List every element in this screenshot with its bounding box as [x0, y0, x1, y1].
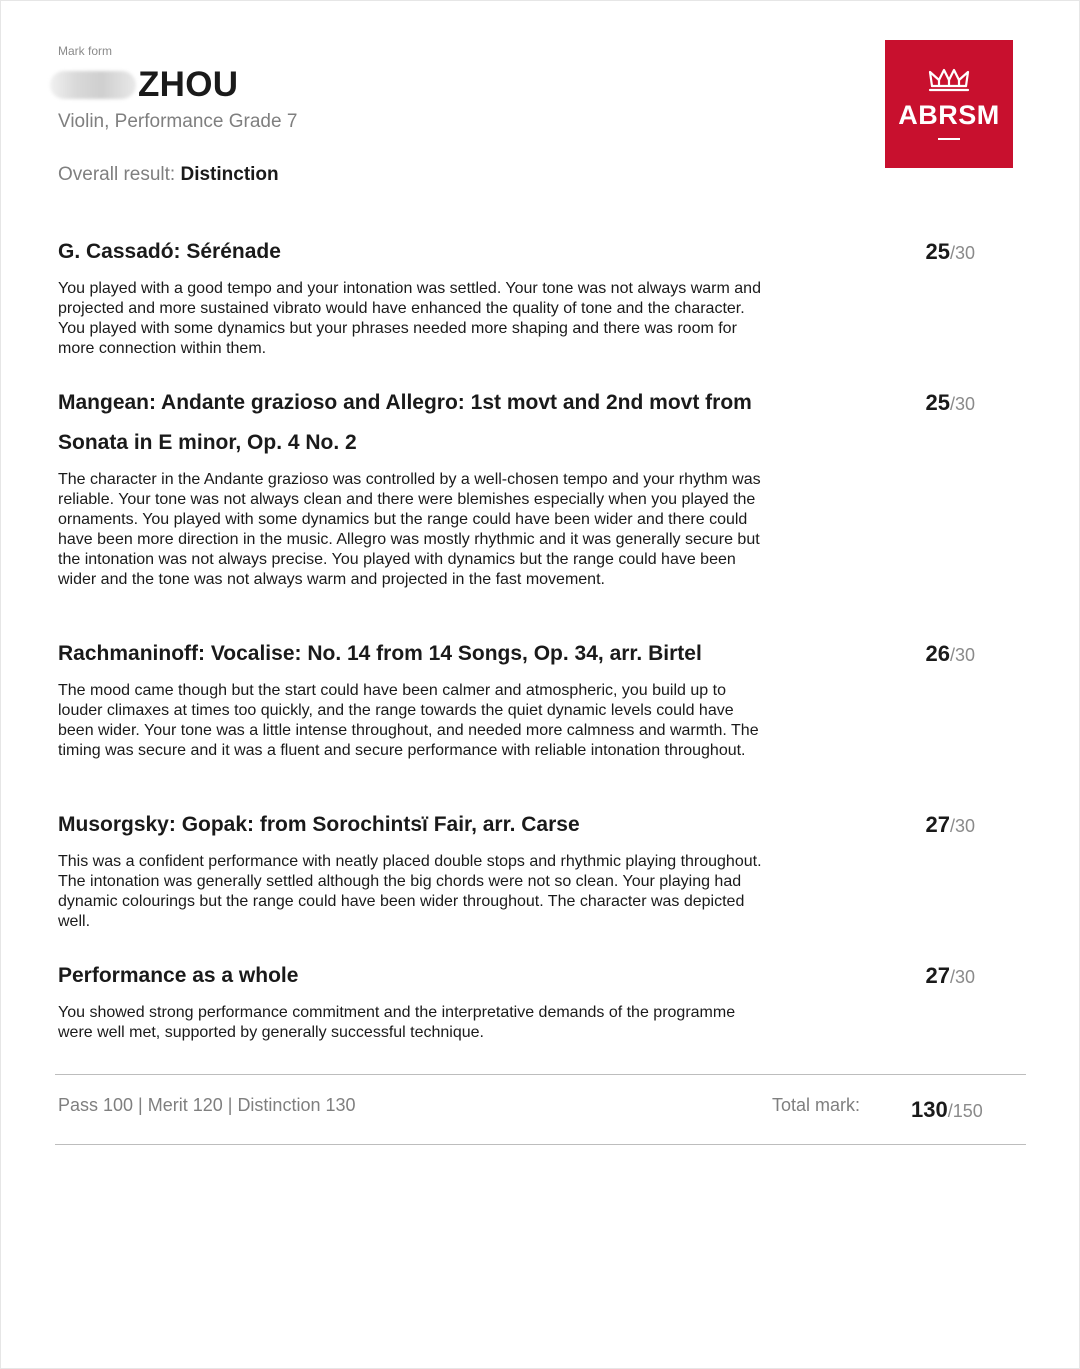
overall-result: [58, 164, 279, 186]
crown-icon: [926, 66, 972, 94]
piece-section-3: [58, 634, 978, 761]
piece-comment: The character in the Andante grazioso was controlled by a well-chosen tempo and your rhythm was reliable. Your tone was not always clean and there were blemishes especially when you played the ornaments. You played with some dynamics but the range could have been wider and there could have been more direction in the music. Allegro was mostly rhythmic and it was generally secure but the intonation was not always precise. You played with dynamics but the range could have been wider and the tone was not always warm and projected in the fast movement.: [58, 471, 761, 588]
score-max: /30: [949, 645, 975, 665]
abrsm-logo: [885, 40, 1013, 168]
piece-comment: You played with a good tempo and your intonation was settled. Your tone was not always warm and projected and more sustained vibrato would have enhanced the quality of tone and the character. You played with some dynamics but your phrases needed more shaping and there was room for more connection within them.: [58, 280, 761, 357]
candidate-name: ZHOU: [138, 65, 239, 104]
section-score: [925, 958, 975, 995]
grade-thresholds: Pass 100 | Merit 120 | Distinction 130: [58, 1095, 356, 1115]
exam-subtitle: Violin, Performance Grade 7: [58, 111, 298, 132]
piece-score: [925, 636, 975, 673]
score-max: /30: [949, 394, 975, 414]
score-value: 25: [925, 239, 950, 264]
score-max: /30: [949, 816, 975, 836]
piece-score: [925, 807, 975, 844]
total-mark-max: /150: [947, 1101, 983, 1121]
divider-bottom: [55, 1144, 1026, 1145]
piece-title: Rachmaninoff: Vocalise: No. 14 from 14 Songs, Op. 34, arr. Birtel: [58, 642, 702, 665]
divider-top: [55, 1074, 1026, 1075]
section-comment: You showed strong performance commitment and the interpretative demands of the programme were well met, supported by generally successful technique.: [58, 1004, 736, 1041]
form-label: Mark form: [58, 44, 112, 58]
total-mark-value: 130: [911, 1097, 948, 1122]
piece-comment: This was a confident performance with neatly placed double stops and rhythmic playing throughout. The intonation was generally settled although the big chords were not so clean. Your playing had dynamic colourings but the range could have been wider throughout. The character was depicted well.: [58, 853, 762, 930]
piece-title: G. Cassadó: Sérénade: [58, 240, 281, 263]
logo-text: ABRSM: [898, 100, 1000, 130]
piece-section-2: [58, 383, 978, 590]
score-value: 27: [925, 963, 950, 988]
score-max: /30: [949, 967, 975, 987]
overall-result-value: Distinction: [180, 164, 279, 185]
piece-title: Mangean: Andante grazioso and Allegro: 1st movt and 2nd movt from Sonata in E minor, Op. 4 No. 2: [58, 391, 752, 454]
score-max: /30: [949, 243, 975, 263]
piece-section-1: [58, 232, 978, 359]
score-value: 25: [925, 390, 950, 415]
piece-title: Musorgsky: Gopak: from Sorochintsï Fair, arr. Carse: [58, 813, 580, 836]
piece-score: [925, 385, 975, 422]
logo-underline: [938, 138, 960, 140]
piece-section-4: [58, 805, 978, 932]
redacted-name-blur: [50, 71, 136, 99]
section-title: Performance as a whole: [58, 964, 299, 987]
candidate-name-row: [50, 64, 238, 106]
piece-comment: The mood came though but the start could have been calmer and atmospheric, you build up to louder climaxes at times too quickly, and the range towards the quiet dynamic levels could have been wider. Your tone was a little intense throughout, and needed more calmness and warmth. The timing was secure and it was a fluent and secure performance with reliable intonation throughout.: [58, 682, 759, 759]
total-mark-label: Total mark:: [772, 1095, 861, 1115]
piece-score: [925, 234, 975, 271]
total-mark: [911, 1097, 983, 1123]
overall-result-label: Overall result:: [58, 164, 176, 185]
score-value: 26: [925, 641, 950, 666]
score-value: 27: [925, 812, 950, 837]
performance-whole-section: [58, 956, 978, 1043]
